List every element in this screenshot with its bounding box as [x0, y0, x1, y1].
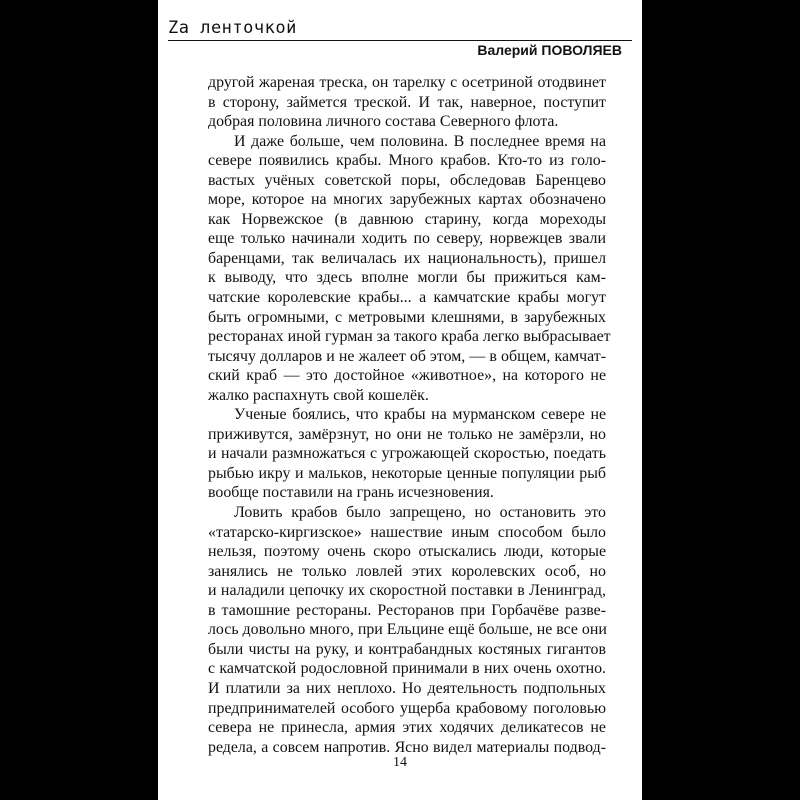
text-line: севере появились крабы. Много крабов. Кто-то из голо-	[208, 152, 606, 170]
text-line: как Норвежское (в давнюю старину, когда мореходы	[208, 210, 606, 228]
paragraph	[208, 132, 611, 406]
text-line: море, которое на многих зарубежных картах обозначено	[208, 191, 606, 209]
paragraph	[208, 73, 606, 132]
text-line: и наладили цепочку их скоростной поставки в Ленинград,	[208, 582, 606, 600]
page-number: 14	[393, 755, 407, 770]
text-line: предпринимателей особого ущерба крабовому поголовью	[208, 699, 606, 717]
text-line: другой жареная треска, он тарелку с осетриной отодвинет	[208, 74, 606, 91]
text-line: приживутся, замёрзнут, но они не только не замёрзли, но	[208, 425, 606, 443]
paragraph	[208, 405, 606, 503]
running-header	[168, 18, 632, 60]
author-name: Валерий ПОВОЛЯЕВ	[477, 42, 622, 58]
text-line: ский краб — это достойное «животное», на которого не	[208, 367, 606, 385]
text-line: И платили за них неплохо. Но деятельность подпольных	[208, 679, 606, 697]
text-line: и начали размножаться с угрожающей скоростью, поедать	[208, 445, 606, 463]
text-line: в сторону, займется треской. И так, наверное, поступит	[208, 93, 606, 111]
text-line: редела, а совсем напротив. Ясно видел материалы подвод-	[208, 738, 606, 756]
text-line: рыбью икру и мальков, некоторые ценные популяции рыб	[208, 464, 606, 482]
text-line: Ученые боялись, что крабы на мурманском севере не	[234, 406, 606, 424]
header-rule	[168, 40, 632, 41]
text-line: жалко распахнуть свой кошелёк.	[208, 386, 429, 404]
text-line: занялись не только ловлей этих королевских особ, но	[208, 562, 606, 580]
text-line: севера не принесла, армия этих ходячих деликатесов не	[208, 719, 606, 737]
body-text	[208, 73, 611, 757]
text-line: в тамошние рестораны. Ресторанов при Горбачёве разве-	[208, 601, 606, 619]
text-line: лось довольно много, при Ельцине ещё больше, не все они	[208, 621, 607, 639]
text-line: вообще поставили на грань исчезновения.	[208, 484, 494, 502]
text-line: тысячу долларов и не жалеет об этом, — в общем, камчат-	[208, 347, 606, 365]
paragraph	[208, 503, 606, 757]
text-line: к выводу, что здесь вполне могли бы прижиться кам-	[208, 269, 606, 287]
book-page	[158, 0, 642, 800]
text-line: Ловить крабов было запрещено, но остановить это	[234, 504, 606, 522]
text-line: были чисты на руку, и контрабандных костяных гигантов	[208, 640, 606, 658]
text-line: «татарско-киргизское» нашествие иным способом было	[208, 523, 606, 541]
text-line: быть огромными, с метровыми клешнями, в зарубежных	[208, 308, 606, 326]
text-line: вастых учёных советской поры, обследовав Баренцево	[208, 171, 606, 189]
text-line: добрая половина личного состава Северного флота.	[208, 113, 559, 131]
series-title: Zа ленточкой	[168, 18, 297, 38]
text-line: ресторанах иной гурман за такого краба легко выбрасывает	[208, 328, 611, 346]
text-line: с камчатской родословной принимали в них очень охотно.	[208, 660, 606, 678]
text-line: И даже больше, чем половина. В последнее время на	[234, 132, 606, 150]
text-line: баренцами, так величалась их национальность), пришел	[208, 249, 606, 267]
text-line: еще только начинали ходить по северу, норвежцев звали	[208, 230, 606, 248]
text-line: чатские королевские крабы... а камчатские крабы могут	[208, 289, 606, 307]
text-line: нельзя, поэтому очень скоро отыскались люди, которые	[208, 543, 606, 561]
